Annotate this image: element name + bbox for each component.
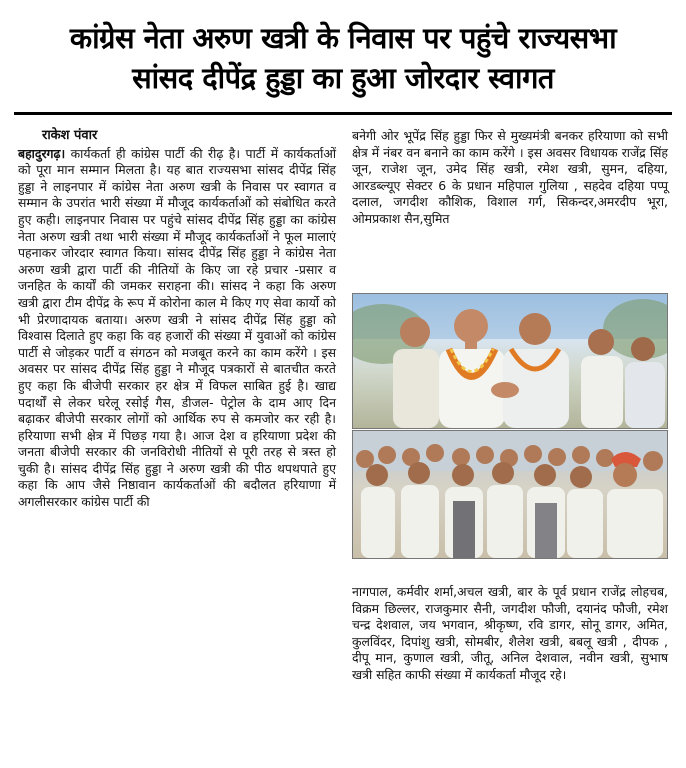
headline [0,18,686,98]
headline-line-2: सांसद दीपेंद्र हुड्डा का हुआ जोरदार स्वागत [132,61,554,95]
photo-welcome-garland [352,293,668,429]
article-column-right-top [352,128,668,228]
byline: राकेश पंवार [42,128,98,143]
headline-line-1: कांग्रेस नेता अरुण खत्री के निवास पर पहुंचे राज्यसभा [69,21,617,55]
photo-group [352,430,668,559]
photo-welcome-illustration [353,294,667,428]
article-body-right-top: बनेगी ओर भूपेंद्र सिंह हुड्डा फिर से मुख्यमंत्री बनकर हरियाणा को सभी क्षेत्र में नंबर वन बनाने का काम करेंगे । इस अवसर विधायक राजेंद्र सिंह जून, राजेश जून, उमेद सिंह खत्री, रमेश खत्री, सुमन, दहिया, आरडब्ल्यूए सेक्टर 6 के प्रधान महिपाल गुलिया , सहदेव दहिया पप्पू दलाल, जगदीश कौशिक, विशाल गर्ग, सिकन्दर,अमरदीप भूरा, ओमप्रकाश सैन,सुमित [352,128,668,226]
article-body-left: कार्यकर्ता ही कांग्रेस पार्टी की रीढ़ है। पार्टी में कार्यकर्ताओं को पूरा मान सम्मान मिलता है। यह बात राज्यसभा सांसद दीपेंद्र सिंह हुड्डा ने लाइनपार में कांग्रेस नेता अरुण खत्री के निवास पर स्वागत व सम्मान के उपरांत भारी संख्या में मौजूद कार्यकर्ताओं को संबोधित करते हुए कही। लाइनपार निवास पर पहुंचे सांसद दीपेंद्र सिंह हुड्डा का कांग्रेस नेता अरुण खत्री तथा भारी संख्या में मौजूद कार्यकर्ताओं ने फूल मालाएं पहनाकर जोरदार स्वागत किया। सांसद दीपेंद्र सिंह हुड्डा ने कांग्रेस नेता अरुण खत्री द्वारा पार्टी की नीतियों के किए जा रहे प्रचार -प्रसार व जनहित के कार्यों की जमकर सराहना की। सांसद ने कहा कि अरुण खत्री द्वारा टीम दीपेंद्र के रूप में कोरोना काल मे किए गए सेवा कार्यो को भी प्रेरणादायक बताया। अरुण खत्री ने सांसद दीपेंद्र सिंह हुड्डा को विश्वास दिलाते हुए कहा कि वह हजारों की संख्या में युवाओं को कांग्रेस पार्टी से जोड़कर पार्टी व संगठन को मजबूत करने का काम करेंगे । इस अवसर पर सांसद दीपेंद्र सिंह हुड्डा ने मौजूद पत्रकारों से बातचीत करते हुए कहा कि बीजेपी सरकार हर क्षेत्र में विफल साबित हुई है। खाद्य पदार्थों से लेकर घरेलू रसोई गैस, डीजल- पेट्रोल के दाम आए दिन बढ़ाकर बीजेपी सरकार लोगों को आर्थिक रुप से कमजोर कर रही है। हरियाणा सभी क्षेत्र में पिछड़ गया है। आज देश व हरियाणा प्रदेश की जनता बीजेपी सरकार की जनविरोधी नीतियों से पूरी तरह से त्रस्त हो चुकी है। सांसद दीपेंद्र सिंह हुड्डा ने अरुण खत्री की पीठ थपथपाते हुए कहा कि आप जैसे निष्ठावान कार्यकर्ताओं की बदौलत हरियाणा में अगलीसरकार कांग्रेस पार्टी की [18,145,336,510]
dateline: बहादुरगढ़। [18,145,66,161]
photo-group-illustration [353,431,667,558]
article-column-left [18,128,336,511]
article-body-right-bottom: नागपाल, कर्मवीर शर्मा,अचल खत्री, बार के पूर्व प्रधान राजेंद्र लोहचब, विक्रम छिल्लर, राजकुमार सैनी, जगदीश फौजी, दयानंद फौजी, रमेश चन्द्र देशवाल, जय भगवान, श्रीकृष्ण, रवि डागर, सोनू डागर, अमित, कुलविंदर, दिपांशु खत्री, सोमबीर, शैलेश खत्री, बबलू खत्री , दीपक , दीपू मान, कुणाल खत्री, जीतू, अनिल देशवाल, नवीन खत्री, सुभाष खत्री सहित काफी संख्या में कार्यकर्ता मौजूद रहे। [352,584,668,682]
article-column-right-bottom [352,584,668,684]
headline-divider [14,112,672,115]
